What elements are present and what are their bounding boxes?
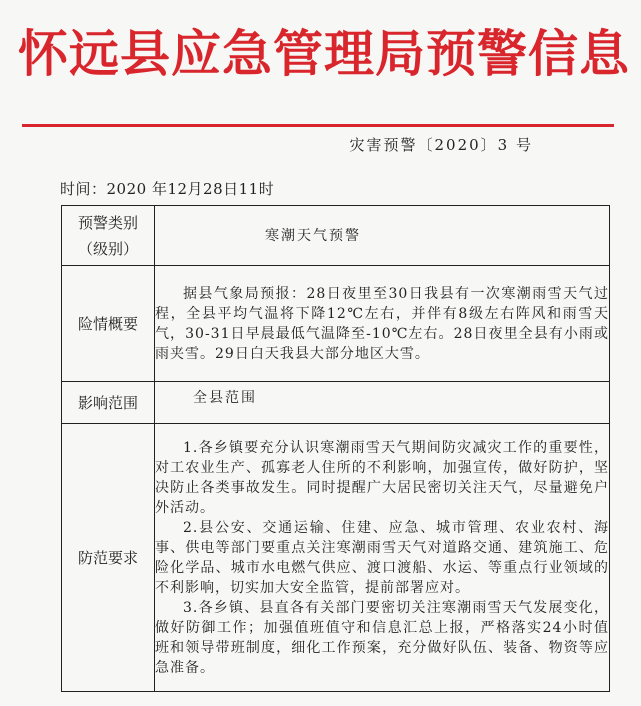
scope-value: 全县范围 [155,382,610,424]
document-title: 怀远县应急管理局预警信息 [18,25,630,83]
overview-text: 据县气象局预报：28日夜里至30日我县有一次寒潮雨雪天气过程，全县平均气温将下降12℃左右，并伴有8级左右阵风和雨雪天气，30-31日早晨最低气温降至-10℃左右。28日夜里全县有小雨或雨夹雪。29日白天我县大部分地区大雪。 [155,266,610,382]
prevention-label: 防范要求 [62,424,155,692]
scope-row [62,382,610,424]
prevention-row [62,424,610,692]
overview-label: 险情概要 [62,266,155,382]
document-number: 灾害预警〔2020〕3 号 [349,136,533,154]
warning-type-row [62,206,610,266]
warning-type-label [62,206,155,266]
prevention-item-2: 2.县公安、交通运输、住建、应急、城市管理、农业农村、海事、供电等部门要重点关注寒潮雨雪天气对道路交通、建筑施工、危险化学品、城市水电燃气供应、渡口渡船、水运、等重点行业领域的不利影响，切实加大安全监管，提前部署应对。 [155,519,609,596]
warning-type-label-line-1: 预警类别 [77,213,138,232]
warning-table [61,205,610,692]
warning-type-value: 寒潮天气预警 [155,206,610,266]
red-divider [22,124,614,127]
overview-row [62,266,610,382]
prevention-item-3: 3.各乡镇、县直各有关部门要密切关注寒潮雨雪天气发展变化，做好防御工作；加强值班值守和信息汇总上报，严格落实24小时值班和领导带班制度，细化工作预案，充分做好队伍、装备、物资等应急准备。 [155,599,609,676]
issue-time: 时间：2020 年12月28日11时 [60,180,275,198]
prevention-content [155,424,610,692]
scope-label: 影响范围 [62,382,155,424]
prevention-item-1: 1.各乡镇要充分认识寒潮雨雪天气期间防灾减灾工作的重要性，对工农业生产、孤寡老人住所的不利影响，加强宣传，做好防护，坚决防止各类事故发生。同时提醒广大居民密切关注天气，尽量避免户外活动。 [155,439,609,516]
warning-type-label-line-2: （级别） [77,239,138,258]
